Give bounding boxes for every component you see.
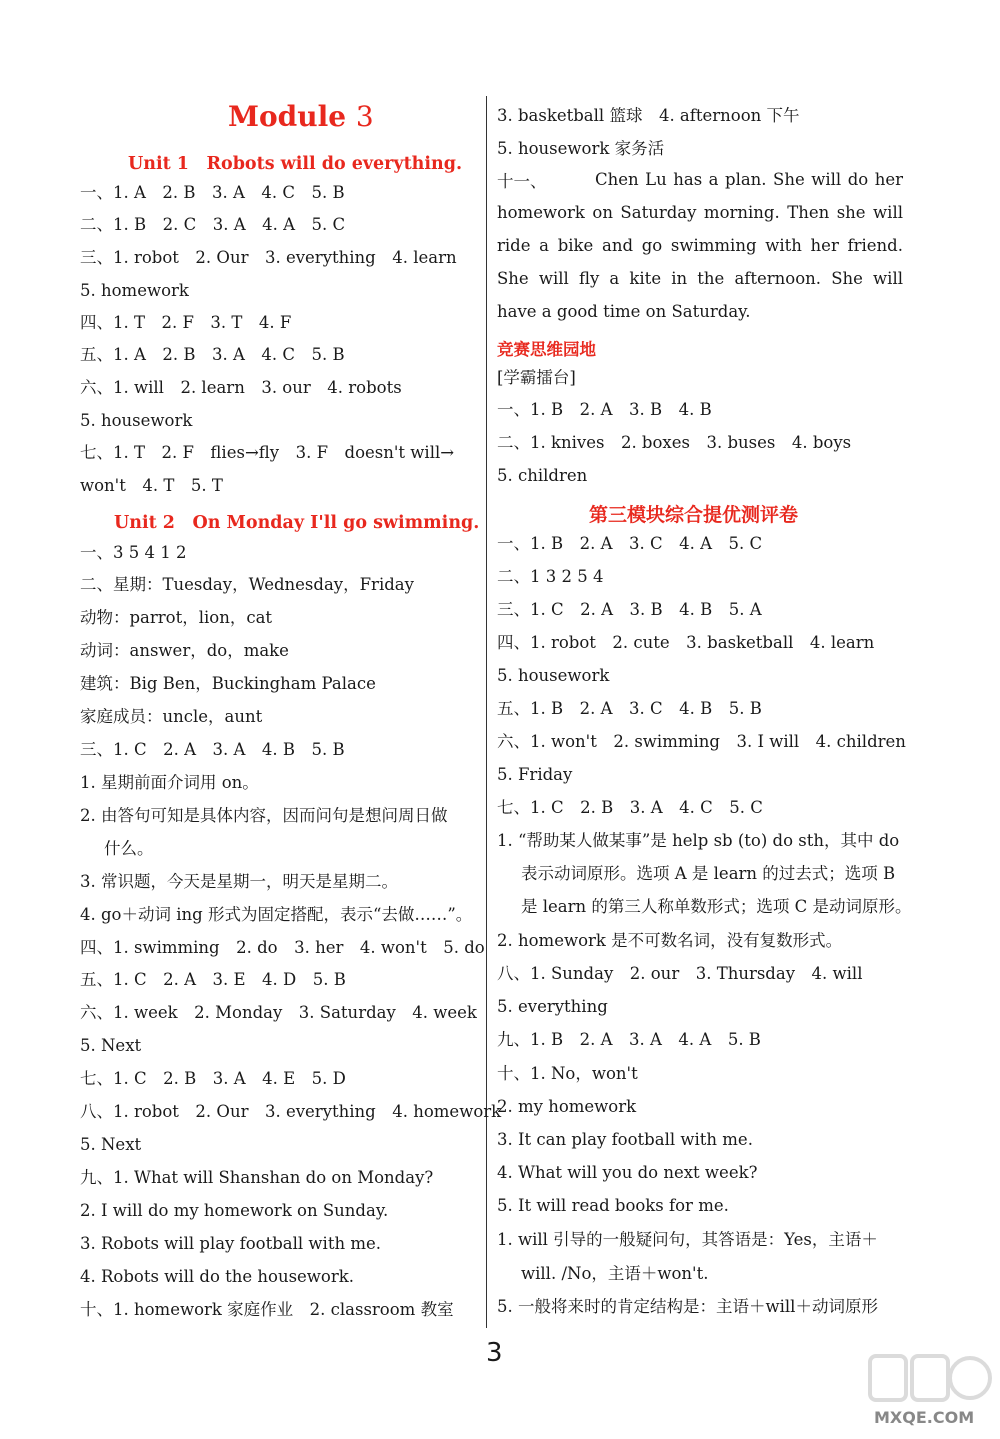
answer-line: 什么。 [104,839,154,858]
answer-line: 一、1. A 2. B 3. A 4. C 5. B [80,183,345,202]
answer-line: 5. Next [80,1135,142,1154]
answer-line: 九、1. B 2. A 3. A 4. A 5. B [497,1030,761,1049]
answer-line: 五、1. B 2. A 3. C 4. B 5. B [497,699,762,718]
answer-line: 二、1 3 2 5 4 [497,567,604,586]
answer-line: 八、1. Sunday 2. our 3. Thursday 4. will [497,964,863,983]
answer-line: 1. “帮助某人做某事”是 help sb (to) do sth，其中 do [497,831,900,850]
answer-line: 三、1. C 2. A 3. A 4. B 5. B [80,740,345,759]
answer-line: 一、1. B 2. A 3. C 4. A 5. C [497,534,763,553]
module-number: 3 [355,100,374,133]
answer-line: 1. will 引导的一般疑问句，其答语是：Yes，主语＋ [497,1230,878,1249]
answer-line: 5. housework [80,411,193,430]
unit2-title: Unit 2 On Monday I'll go swimming. [114,513,480,533]
answer-line: 5. Next [80,1036,142,1055]
answer-line: 六、1. will 2. learn 3. our 4. robots [80,378,402,397]
answer-line: 5. It will read books for me. [497,1196,729,1215]
answer-line: 十、1. homework 家庭作业 2. classroom 教室 [80,1300,454,1319]
module-title-text: Module [228,100,347,133]
answer-line: 5. children [497,466,588,485]
answer-line: 5. homework [80,281,189,300]
answer-line: 4. go＋动词 ing 形式为固定搭配，表示“去做……”。 [80,905,473,924]
arrow-right-icon: → [244,443,259,462]
answer-line: 二、1. knives 2. boxes 3. buses 4. boys [497,433,852,452]
answer-line: 二、星期：Tuesday，Wednesday，Friday [80,575,414,594]
answer-line: 动物：parrot，lion，cat [80,608,273,627]
answer-line: 五、1. A 2. B 3. A 4. C 5. B [80,345,345,364]
answer-line: 六、1. week 2. Monday 3. Saturday 4. week [80,1003,477,1022]
answer-line: 三、1. C 2. A 3. B 4. B 5. A [497,600,762,619]
answer-line: 五、1. C 2. A 3. E 4. D 5. B [80,970,346,989]
answer-line: 九、1. What will Shanshan do on Monday? [80,1168,434,1187]
answer-line: 一、3 5 4 1 2 [80,543,187,562]
answer-line: 八、1. robot 2. Our 3. everything 4. homework [80,1102,502,1121]
answer-line: 3. It can play football with me. [497,1130,753,1149]
answer-seven-part-a: 七、1. T 2. F flies [80,443,245,462]
answer-line: [学霸擂台] [497,368,576,387]
answer-line: 二、1. B 2. C 3. A 4. A 5. C [80,215,346,234]
answer-seven-part-b: fly 3. F doesn't will [258,443,441,462]
watermark-text: MXQE.COM [874,1408,975,1427]
answer-line: 2. homework 是不可数名词，没有复数形式。 [497,931,843,950]
answer-line: 表示动词原形。选项 A 是 learn 的过去式；选项 B [521,864,896,883]
answer-line: 三、1. robot 2. Our 3. everything 4. learn [80,248,457,267]
answer-line: 3. 常识题，今天是星期一，明天是星期二。 [80,872,398,891]
answer-line: 4. Robots will do the housework. [80,1267,354,1286]
arrow-right-icon: → [440,443,455,462]
answer-line: 六、1. won't 2. swimming 3. I will 4. children [497,732,906,751]
answer-line: 四、1. robot 2. cute 3. basketball 4. learn [497,633,875,652]
answer-line: 四、1. swimming 2. do 3. her 4. won't 5. do [80,938,485,957]
answer-line: 5. housework [497,666,610,685]
answer-line: 家庭成员：uncle，aunt [80,707,263,726]
module-title [228,100,374,133]
answer-line: 2. 由答句可知是具体内容，因而问句是想问周日做 [80,806,448,825]
answer-line: 5. housework 家务活 [497,139,665,158]
answer-line: 3. Robots will play football with me. [80,1234,381,1253]
unit1-title: Unit 1 Robots will do everything. [128,154,463,174]
answer-line: 七、1. C 2. B 3. A 4. E 5. D [80,1069,346,1088]
column-divider [486,96,487,1328]
contest-title: 竞赛思维园地 [497,340,596,359]
page-number: 3 [486,1338,503,1368]
answer-line: 4. What will you do next week? [497,1163,758,1182]
answer-line: 七、1. C 2. B 3. A 4. C 5. C [497,798,763,817]
answer-line: 建筑：Big Ben，Buckingham Palace [80,674,376,693]
answer-line: won't 4. T 5. T [80,476,223,495]
writing-answer: Chen Lu has a plan. She will do her homework on Saturday morning. Then she will ride a bike and go swimming with her friend. She will fly a kite in the afternoon. She will have a good time on Saturday. [497,170,903,321]
answer-line-seven [80,443,454,463]
answer-line: 动词：answer，do，make [80,641,289,660]
answer-line: 一、1. B 2. A 3. B 4. B [497,400,712,419]
test-title: 第三模块综合提优测评卷 [589,504,799,526]
answer-line: 5. 一般将来时的肯定结构是：主语＋will＋动词原形 [497,1297,878,1316]
answer-line: 5. everything [497,997,608,1016]
answer-line: 2. I will do my homework on Sunday. [80,1201,389,1220]
answer-line: 十、1. No，won't [497,1064,638,1083]
answer-line: 5. Friday [497,765,573,784]
answer-line: 1. 星期前面介词用 on。 [80,773,259,792]
answer-line: 2. my homework [497,1097,637,1116]
answer-line: 四、1. T 2. F 3. T 4. F [80,313,292,332]
answer-line: 是 learn 的第三人称单数形式；选项 C 是动词原形。 [521,897,912,916]
answer-line: 3. basketball 篮球 4. afternoon 下午 [497,106,800,125]
answer-line: will. /No，主语＋won't. [521,1264,709,1283]
shiyi-label: 十一、 [497,172,547,191]
